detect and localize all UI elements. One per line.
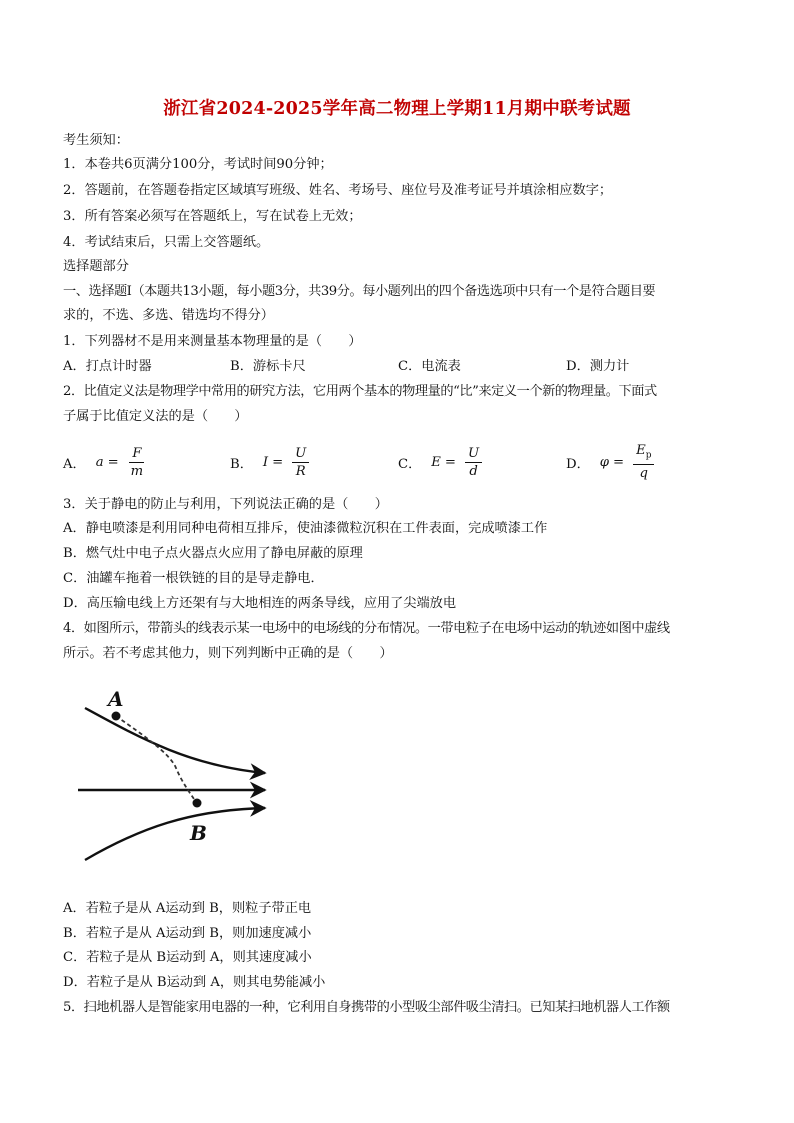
notice-heading: 考生须知：	[63, 133, 129, 148]
numerator: U	[465, 445, 482, 463]
equals-sign: =	[613, 454, 625, 470]
formula-lhs: φ	[599, 454, 609, 470]
question-4-option-d: D．若粒子是从 B运动到 A，则其电势能减小	[63, 975, 326, 990]
numerator	[633, 442, 654, 466]
point-a-dot	[112, 712, 121, 721]
formula-lhs: I	[262, 454, 269, 470]
option-label: A．	[63, 456, 86, 472]
numerator-symbol: E	[636, 442, 646, 458]
denominator: R	[295, 463, 306, 479]
question-4-stem: 所示。若不考虑其他力，则下列判断中正确的是（ ）	[63, 646, 393, 661]
question-2-option-b	[230, 440, 309, 484]
equals-sign: =	[272, 454, 284, 470]
field-line-lower	[85, 808, 265, 860]
question-2-stem: 子属于比值定义法的是（ ）	[63, 409, 248, 424]
fraction	[128, 445, 147, 480]
question-1-option-d: D．测力计	[566, 359, 630, 374]
option-label: C．	[398, 456, 422, 472]
question-2-stem: 2．比值定义法是物理学中常用的研究方法，它用两个基本的物理量的“比”来定义一个新的物理量。下面式	[63, 384, 657, 399]
notice-item: 2．答题前，在答题卷指定区域填写班级、姓名、考场号、座位号及准考证号并填涂相应数字；	[63, 183, 613, 198]
fraction	[633, 442, 654, 483]
notice-item: 4．考试结束后，只需上交答题纸。	[63, 235, 270, 250]
question-2-option-a	[63, 440, 146, 484]
question-3-option-c: C．油罐车拖着一根铁链的目的是导走静电．	[63, 571, 324, 586]
question-1-option-c: C．电流表	[398, 359, 461, 374]
notice-item: 3．所有答案必须写在答题纸上，写在试卷上无效；	[63, 209, 362, 224]
question-1-stem: 1．下列器材不是用来测量基本物理量的是（ ）	[63, 334, 362, 349]
question-3-option-a: A．静电喷漆是利用同种电荷相互排斥，使油漆微粒沉积在工件表面，完成喷漆工作	[63, 521, 548, 536]
question-2-option-c	[398, 440, 482, 484]
option-label: B．	[230, 456, 253, 472]
fraction	[292, 445, 309, 480]
formula-lhs: a	[95, 454, 104, 470]
fraction	[465, 445, 482, 480]
section-label: 选择题部分	[63, 259, 129, 274]
question-2-option-d	[566, 440, 654, 484]
numerator: U	[292, 445, 309, 463]
notice-item: 1．本卷共6页满分100分，考试时间90分钟；	[63, 157, 333, 172]
option-label: D．	[566, 456, 590, 472]
question-3-option-b: B．燃气灶中电子点火器点火应用了静电屏蔽的原理	[63, 546, 363, 561]
question-4-option-b: B．若粒子是从 A运动到 B，则加速度减小	[63, 926, 312, 941]
question-4-stem: 4．如图所示，带箭头的线表示某一电场中的电场线的分布情况。一带电粒子在电场中运动的轨迹如图中虚线	[63, 621, 670, 636]
electric-field-figure	[70, 678, 280, 873]
point-b-label: B	[190, 821, 207, 845]
question-4-option-c: C．若粒子是从 B运动到 A，则其速度减小	[63, 950, 312, 965]
question-1-option-a: A．打点计时器	[63, 359, 152, 374]
denominator: d	[469, 463, 478, 479]
numerator: F	[129, 445, 144, 463]
question-5-stem: 5．扫地机器人是智能家用电器的一种，它利用自身携带的小型吸尘部件吸尘清扫。已知某扫地机器人工作额	[63, 1000, 670, 1015]
section-intro: 一、选择题Ⅰ（本题共13小题，每小题3分，共39分。每小题列出的四个备选选项中只有一个是符合题目要	[63, 284, 656, 299]
equals-sign: =	[444, 454, 456, 470]
denominator: q	[639, 466, 648, 482]
page-title: 浙江省2024-2025学年高二物理上学期11月期中联考试题	[163, 99, 631, 119]
question-3-option-d: D．高压输电线上方还架有与大地相连的两条导线，应用了尖端放电	[63, 596, 457, 611]
question-3-stem: 3．关于静电的防止与利用，下列说法正确的是（ ）	[63, 497, 388, 512]
numerator-subscript: p	[645, 450, 652, 461]
section-intro: 求的，不选、多选、错选均不得分）	[63, 308, 274, 323]
question-1-option-b: B．游标卡尺	[230, 359, 306, 374]
denominator: m	[130, 463, 144, 479]
equals-sign: =	[107, 454, 119, 470]
question-4-option-a: A．若粒子是从 A运动到 B，则粒子带正电	[63, 901, 312, 916]
point-a-label: A	[108, 687, 124, 711]
formula-lhs: E	[431, 454, 441, 470]
point-b-dot	[193, 799, 202, 808]
